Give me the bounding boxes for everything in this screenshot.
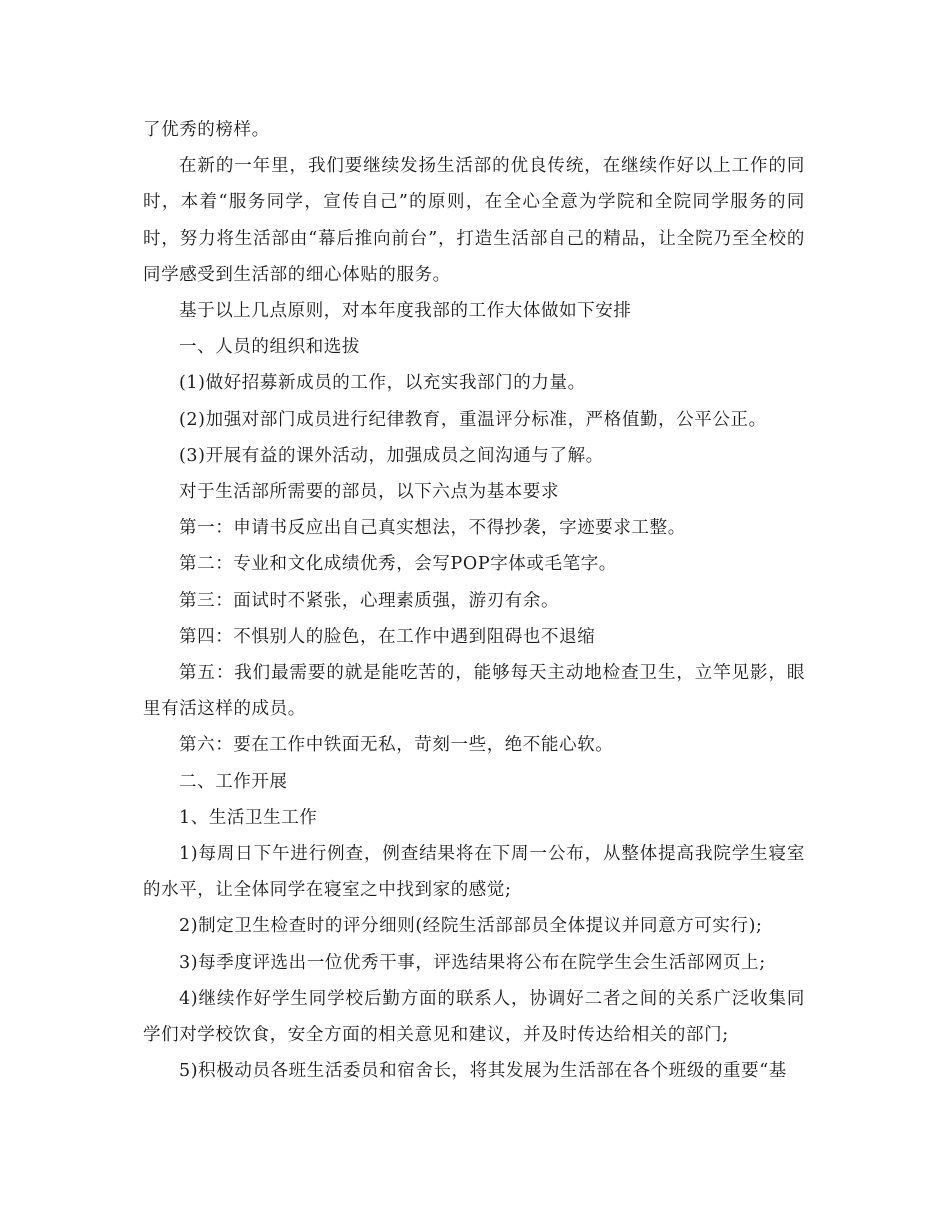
list-item: 第四：不惧别人的脸色，在工作中遇到阻碍也不退缩: [179, 626, 596, 647]
subsection-heading: 1、生活卫生工作: [179, 807, 318, 828]
paragraph: 基于以上几点原则，对本年度我部的工作大体做如下安排: [179, 301, 632, 322]
section-heading: 一、人员的组织和选拔: [179, 337, 360, 358]
list-item: 第三：面试时不紧张，心理素质强，游刃有余。: [179, 590, 560, 611]
list-item: 第六：要在工作中铁面无私，苛刻一些，绝不能心软。: [179, 735, 614, 756]
list-item: 2)制定卫生检查时的评分细则(经院生活部部员全体提议并同意方可实行);: [179, 916, 763, 937]
list-item: (1)做好招募新成员的工作，以充实我部门的力量。: [179, 373, 586, 394]
list-item: 第一：申请书反应出自己真实想法，不得抄袭，字迹要求工整。: [179, 518, 686, 539]
list-item: 3)每季度评选出一位优秀干事，评选结果将公布在院学生会生活部网页上;: [179, 952, 766, 973]
paragraph: 对于生活部所需要的部员，以下六点为基本要求: [179, 482, 560, 503]
list-item: (3)开展有益的课外活动，加强成员之间沟通与了解。: [179, 445, 604, 466]
list-item: 4)继续作好学生同学校后勤方面的联系人，协调好二者之间的关系广泛收集同学们对学校饮食，安全方面的相关意见和建议，并及时传达给相关的部门;: [143, 988, 805, 1046]
document-body: [143, 112, 805, 1089]
list-item: (2)加强对部门成员进行纪律教育，重温评分标准，严格值勤，公平公正。: [179, 409, 767, 430]
list-item: 第五：我们最需要的就是能吃苦的，能够每天主动地检查卫生，立竿见影，眼里有活这样的成员。: [143, 663, 805, 720]
paragraph: 了优秀的榜样。: [143, 120, 270, 140]
list-item: 1)每周日下午进行例查，例查结果将在下周一公布，从整体提高我院学生寝室的水平，让全体同学在寝室之中找到家的感觉;: [143, 844, 805, 901]
list-item: 第二：专业和文化成绩优秀，会写POP字体或毛笔字。: [179, 554, 617, 575]
list-item: 5)积极动员各班生活委员和宿舍长，将其发展为生活部在各个班级的重要“基: [179, 1061, 787, 1082]
paragraph: 在新的一年里，我们要继续发扬生活部的优良传统，在继续作好以上工作的同时，本着“服务同学，宣传自己”的原则，在全心全意为学院和全院同学服务的同时，努力将生活部由“幕后推向前台”，打造生活部自己的精品，让全院乃至全校的同学感受到生活部的细心体贴的服务。: [143, 156, 805, 285]
section-heading: 二、工作开展: [179, 771, 288, 792]
